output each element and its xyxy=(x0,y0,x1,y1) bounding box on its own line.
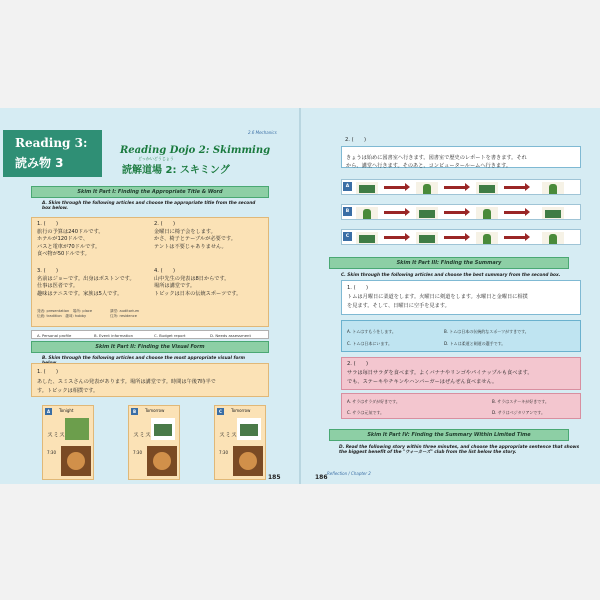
building-picture xyxy=(151,418,175,440)
panel-name: スミス xyxy=(47,432,66,439)
q1-choice-c: C. トムは日本にいます。 xyxy=(347,341,393,346)
visual-panel-c xyxy=(214,405,266,480)
dojo-jp-title: 読解道場 2: スキミング xyxy=(122,165,230,176)
article-3: 3. ( ) 名前はジョーです。出身はボストンです。 仕事は医者です。 趣味はテニスです。家族は5人です。 xyxy=(37,268,135,297)
part4-title-bar: Skim It Part IV: Finding the Summary Within Limited Time xyxy=(329,429,569,441)
part2-line-2: す。トピックは相撲です。 xyxy=(37,388,99,394)
building-image xyxy=(356,232,378,244)
q2b-choice-c: C. サラは元気です。 xyxy=(347,410,385,415)
q2-number: 2. ( ) xyxy=(345,137,367,143)
sumo-wrestlers-picture xyxy=(233,446,263,476)
textbook-spread xyxy=(0,108,600,484)
panel-time: 7:30 xyxy=(133,450,142,455)
panel-name: スミス xyxy=(133,432,152,439)
page-number-left: 185 xyxy=(268,474,281,481)
library-image xyxy=(356,182,378,194)
dojo-ruby: どっかいどうじょう xyxy=(138,156,174,161)
part1-articles-box xyxy=(31,217,269,327)
q2b-line-2: でも、ステーキやチキンやハンバーガーはぜんぜん食べません。 xyxy=(347,379,498,385)
arrow-icon xyxy=(504,186,526,189)
panel-time: 7:30 xyxy=(47,450,56,455)
q2b-choice-d: D. サラはベジタリアンです。 xyxy=(492,410,545,415)
building-image xyxy=(416,207,438,219)
reading-3-box xyxy=(3,130,102,177)
arrow-icon xyxy=(444,211,466,214)
choice-b: B. Event information xyxy=(94,333,134,338)
people-image xyxy=(476,207,498,219)
q2b-choice-a: A. サラはサラダが好きです。 xyxy=(347,399,400,404)
sumo-picture xyxy=(65,418,89,440)
fire-picture xyxy=(147,446,177,476)
article-2: 2. ( ) 金曜日に椅子会をします。 かさ、椅子とテーブルが必要です。 テントは不要じゃありません。 xyxy=(154,221,236,250)
q2b-number: 2. ( ) xyxy=(347,361,369,367)
panel-time: 7:30 xyxy=(219,450,228,455)
right-page xyxy=(301,108,600,484)
arrow-icon xyxy=(444,186,466,189)
article-4: 4. ( ) 山中先生の発表は8日からです。 場所は講堂です。 トピックは日本の伝統スポーツです。 xyxy=(154,268,242,297)
panel-label: Tomorrow xyxy=(231,408,251,413)
q2-line-1: きょうは始めに図書室へ行きます。図書室で歴史のレポートを書きます。それ xyxy=(346,155,527,161)
library-image xyxy=(416,232,438,244)
building-picture xyxy=(237,418,261,440)
people-image xyxy=(542,232,564,244)
q1-box xyxy=(341,280,581,315)
q2b-box xyxy=(341,357,581,390)
panel-name: スミス xyxy=(219,432,238,439)
q1-line-1: トムは月曜日に柔道をします。火曜日に剣道をします。水曜日と金曜日に相撲 xyxy=(347,294,528,300)
q1-choices-box xyxy=(341,320,581,352)
chapter-footer: Reflection / Chapter 2 xyxy=(327,471,371,476)
visual-panel-a xyxy=(42,405,94,480)
choice-c: C. Budget report xyxy=(154,333,186,338)
glossary-left: 発表: presentation 場所: place 伝統: tradition 趣味: hobby xyxy=(37,309,93,318)
panel-letter: C xyxy=(217,408,224,415)
left-page xyxy=(0,108,299,484)
part2-instructions: B. Skim through the following articles and choose the most appropriate visual form xyxy=(42,356,245,361)
panel-label: Tonight xyxy=(59,408,74,413)
q1-line-2: を見ます。そして、日曜日に空手を見ます。 xyxy=(347,303,450,309)
choice-a: A. Personal profile xyxy=(37,333,72,338)
q1-choice-d: D. トムは柔道と剣道の選手です。 xyxy=(444,341,506,346)
choice-d: D. Needs assessment xyxy=(210,333,251,338)
part1-title-bar: Skim It Part I: Finding the Appropriate Title & Word xyxy=(31,186,269,198)
person-image xyxy=(476,232,498,244)
q2b-choice-b: B. サラはステーキが好きです。 xyxy=(492,399,549,404)
q1-choice-b: B. トムは日本の伝統的なスポーツがすきです。 xyxy=(444,329,529,334)
part3-title-bar: Skim It Part III: Finding the Summary xyxy=(329,257,569,269)
dojo-title: Reading Dojo 2: Skimming xyxy=(120,145,271,156)
article-1: 1. ( ) 旅行の予算は240ドルです。 ホテルが120ドルで、 バスと電車が70ドルです。 食べ物が50ドルです。 xyxy=(37,221,104,257)
arrow-icon xyxy=(504,211,526,214)
part1-instructions: A. Skim through the following articles and choose the appropriate title from the second box below. xyxy=(42,201,256,212)
panel-label: Tomorrow xyxy=(145,408,165,413)
sequence-label-b: B xyxy=(343,207,352,216)
person-image xyxy=(356,207,378,219)
part2-question-number: 1. ( ) xyxy=(37,369,59,375)
q2b-choices-box xyxy=(341,393,581,419)
library-image xyxy=(542,207,564,219)
part2-article-box xyxy=(31,363,269,397)
q1-number: 1. ( ) xyxy=(347,285,369,291)
q2b-line-1: サラは毎日サラダを食べます。よくバナナやリンゴやパイナップルも食べます。 xyxy=(347,370,533,376)
reading-jp-title: 読み物 3 xyxy=(15,156,64,170)
sequence-label-c: C xyxy=(343,232,352,241)
arrow-icon xyxy=(384,186,406,189)
fire-picture xyxy=(61,446,91,476)
q2-line-2: から、講堂へ行きます。そのあと、コンピュータールームへ行きます。 xyxy=(346,163,512,169)
panel-letter: B xyxy=(132,409,137,414)
arrow-icon xyxy=(384,211,406,214)
part2-line-1: あした、スミスさんの発表があります。場所は講堂です。時間は午後7時半で xyxy=(37,379,216,385)
part3-instructions: C. Skim through the following articles and choose the best summary from the second box. xyxy=(341,273,561,278)
arrow-icon xyxy=(444,236,466,239)
page-number-right: 186 xyxy=(315,474,328,481)
people-image xyxy=(542,182,564,194)
glossary-right: 講堂: auditorium 住所: residence xyxy=(110,309,140,318)
sequence-label-a: A xyxy=(343,182,352,191)
sequence-row-c xyxy=(341,229,581,245)
part2-title-bar: Skim It Part II: Finding the Visual Form xyxy=(31,341,269,353)
panel-letter: A xyxy=(46,409,51,414)
q1-choice-a: A. トムはすもうをします。 xyxy=(347,329,396,334)
person-image xyxy=(416,182,438,194)
part4-instructions: D. Read the following story within three minutes, and choose the appropriate sentence that shows the biggest benefit of the "ウォーカーズ" club from the list below the story. xyxy=(339,445,580,456)
sequence-row-b xyxy=(341,204,581,220)
arrow-icon xyxy=(504,236,526,239)
visual-panel-b xyxy=(128,405,180,480)
section-number: 2.6 Mechanics xyxy=(248,130,277,135)
arrow-icon xyxy=(384,236,406,239)
title-choices xyxy=(31,330,269,339)
building-image xyxy=(476,182,498,194)
sequence-row-a xyxy=(341,179,581,195)
reading-title: Reading 3: xyxy=(15,136,88,150)
